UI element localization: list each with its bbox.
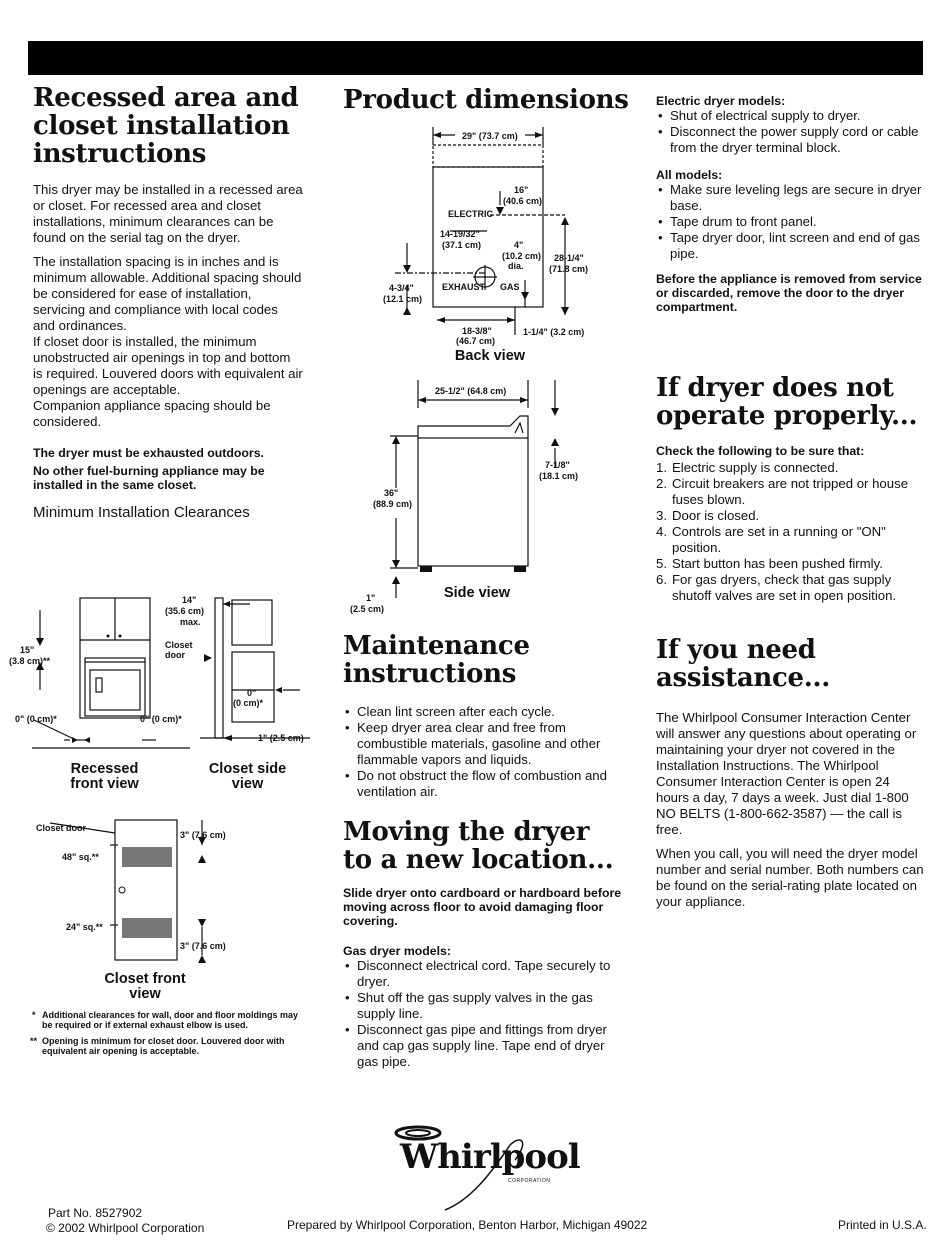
label: dia. bbox=[508, 261, 524, 271]
list-item: 1. Electric supply is connected. bbox=[656, 460, 839, 476]
label: 1-1/4" (3.2 cm) bbox=[523, 327, 585, 337]
label: (46.7 cm) bbox=[456, 336, 496, 346]
back-view-caption: Back view bbox=[454, 348, 526, 364]
label: EXHAUST bbox=[442, 282, 486, 292]
maintenance-title: Maintenance instructions bbox=[343, 631, 530, 690]
paragraph: When you call, you will need the dryer model number and serial number. Both numbers can be found on the serial-rating plate located on your appliance. bbox=[656, 846, 924, 910]
label: ELECTRIC bbox=[448, 209, 493, 219]
paragraph: The installation spacing is in inches and is minimum allowable. Additional spacing should be considered for ease of installation, servicing and compliance with local codes and ordinances. bbox=[33, 254, 302, 334]
footnote: Additional clearances for wall, door and floor moldings may be required or if external exhaust elbow is used. bbox=[42, 1010, 299, 1030]
moving-warning: Slide dryer onto cardboard or hardboard before moving across floor to avoid damaging floor covering. bbox=[343, 886, 622, 929]
paragraph: This dryer may be installed in a recessed area or closet. For recessed area and closet installations, minimum clearances can be found on the serial tag on the dryer. bbox=[33, 182, 303, 246]
label: 0" (0 cm)* bbox=[140, 714, 182, 724]
recessed-caption: Recessed front view bbox=[70, 761, 139, 792]
list-item: • Clean lint screen after each cycle. bbox=[343, 704, 623, 720]
label: GAS bbox=[500, 282, 520, 292]
prepared-by: Prepared by Whirlpool Corporation, Benton Harbor, Michigan 49022 bbox=[287, 1218, 648, 1232]
column-dimensions bbox=[343, 85, 629, 115]
paragraph: If closet door is installed, the minimum unobstructed air openings in top and bottom is required. Louvered doors with equivalent air openings are acceptable. bbox=[33, 334, 303, 398]
paragraph: Companion appliance spacing should be considered. bbox=[33, 398, 271, 430]
copyright: © 2002 Whirlpool Corporation bbox=[46, 1221, 205, 1235]
side-view-caption: Side view bbox=[443, 585, 511, 601]
printed-in: Printed in U.S.A. bbox=[838, 1218, 927, 1232]
door-removal-warning: Before the appliance is removed from service or discarded, remove the door to the dryer compartment. bbox=[656, 272, 922, 314]
label: 0" (0 cm)* bbox=[15, 714, 57, 724]
label: 16" bbox=[514, 185, 529, 195]
label: 1" bbox=[366, 593, 376, 603]
label: 36" bbox=[384, 488, 399, 498]
list-item: • Do not obstruct the flow of combustion and ventilation air. bbox=[343, 768, 623, 800]
assistance-title: If you need assistance... bbox=[656, 635, 831, 694]
whirlpool-logo bbox=[390, 1115, 590, 1215]
list-item: 3. Door is closed. bbox=[656, 508, 760, 524]
label: (12.1 cm) bbox=[383, 294, 423, 304]
label: Closet door bbox=[165, 640, 193, 660]
label: 7-1/8" bbox=[545, 460, 570, 470]
product-dimensions-title: Product dimensions bbox=[343, 85, 629, 115]
label: (3.8 cm)** bbox=[9, 656, 51, 666]
label: 0" bbox=[247, 688, 257, 698]
moving-title: Moving the dryer to a new location... bbox=[343, 817, 614, 876]
list-item: • Tape dryer door, lint screen and end of gas pipe. bbox=[656, 230, 926, 262]
label: max. bbox=[180, 617, 201, 627]
list-item: • Shut of electrical supply to dryer. bbox=[656, 108, 926, 124]
all-models-heading: All models: bbox=[656, 168, 723, 182]
column-installation bbox=[33, 84, 303, 527]
operate-title: If dryer does not operate properly... bbox=[656, 373, 918, 432]
column-troubleshooting bbox=[656, 94, 926, 918]
label: 24" sq.** bbox=[66, 922, 103, 932]
label: 4" bbox=[514, 240, 524, 250]
label: 14" bbox=[182, 595, 197, 605]
all-models-list bbox=[656, 182, 926, 262]
list-item: • Disconnect the power supply cord or cable from the dryer terminal block. bbox=[656, 124, 926, 156]
label: 15" bbox=[20, 645, 35, 655]
check-list bbox=[656, 460, 926, 604]
back-view-diagram bbox=[375, 125, 605, 350]
exhaust-warning: The dryer must be exhausted outdoors. bbox=[33, 446, 264, 461]
label: 3" (7.6 cm) bbox=[180, 830, 226, 840]
label: 25-1/2" (64.8 cm) bbox=[435, 386, 507, 396]
list-item: • Keep dryer area clear and free from combustible materials, gasoline and other flammable vapors and liquids. bbox=[343, 720, 623, 768]
label: 29" (73.7 cm) bbox=[462, 131, 518, 141]
list-item: • Disconnect gas pipe and fittings from dryer and cap gas supply line. Tape end of dryer gas pipe. bbox=[343, 1022, 623, 1070]
closet-side-view-diagram bbox=[190, 590, 310, 750]
fuel-warning: No other fuel-burning appliance may be installed in the same closet. bbox=[33, 464, 265, 493]
recessed-installation-title: Recessed area and closet installation instructions bbox=[33, 83, 299, 170]
list-item: • Disconnect electrical cord. Tape securely to dryer. bbox=[343, 958, 623, 990]
list-item: 2. Circuit breakers are not tripped or house fuses blown. bbox=[656, 476, 909, 508]
gas-models-heading: Gas dryer models: bbox=[343, 944, 451, 959]
check-heading: Check the following to be sure that: bbox=[656, 444, 865, 459]
label: (88.9 cm) bbox=[373, 499, 413, 509]
logo-sub: CORPORATION bbox=[508, 1178, 551, 1184]
list-item: • Make sure leveling legs are secure in dryer base. bbox=[656, 182, 926, 214]
label: (2.5 cm) bbox=[350, 604, 385, 614]
logo-wordmark: Whirlpool bbox=[400, 1137, 580, 1177]
part-number: Part No. 8527902 bbox=[48, 1206, 143, 1220]
label: (37.1 cm) bbox=[442, 240, 482, 250]
list-item: • Shut off the gas supply valves in the gas supply line. bbox=[343, 990, 623, 1022]
list-item: • Tape drum to front panel. bbox=[656, 214, 926, 230]
footnote: Opening is minimum for closet door. Louvered door with equivalent air opening is acceptable. bbox=[42, 1036, 285, 1056]
maintenance-section bbox=[343, 632, 623, 1078]
label: (0 cm)* bbox=[233, 698, 264, 708]
label: 18-3/8" bbox=[462, 326, 492, 336]
maintenance-list bbox=[343, 704, 623, 800]
label: 1" (2.5 cm) bbox=[258, 733, 304, 743]
closet-side-caption: Closet side view bbox=[208, 761, 287, 792]
list-item: 5. Start button has been pushed firmly. bbox=[656, 556, 883, 572]
electric-models-heading: Electric dryer models: bbox=[656, 94, 786, 108]
clearances-heading: Minimum Installation Clearances bbox=[33, 504, 250, 522]
header-bar bbox=[28, 41, 923, 75]
list-item: 4. Controls are set in a running or "ON" position. bbox=[656, 524, 886, 556]
footnotes: * Additional clearances for wall, door and floor moldings may be required or if external exhaust elbow is used. ** Opening is minimum for closet door. Louvered door with equivalent air opening is acceptable. bbox=[30, 1010, 299, 1056]
label: 28-1/4" bbox=[554, 253, 584, 263]
list-item: 6. For gas dryers, check that gas supply shutoff valves are set in open position. bbox=[656, 572, 897, 604]
label: (71.8 cm) bbox=[549, 264, 589, 274]
closet-front-caption: Closet front view bbox=[104, 971, 186, 1002]
label: (35.6 cm) bbox=[165, 606, 205, 616]
label: 4-3/4" bbox=[389, 283, 414, 293]
gas-models-list bbox=[343, 958, 623, 1070]
electric-models-list bbox=[656, 108, 926, 156]
label: Closet door bbox=[36, 823, 87, 833]
label: (10.2 cm) bbox=[502, 251, 542, 261]
paragraph: The Whirlpool Consumer Interaction Center will answer any questions about operating or maintaining your dryer not covered in the Installation Instructions. The Whirlpool Consumer Interaction Center is open 24 hours a day, 7 days a week. Just dial 1-800 NO BELTS (1-800-662-3587) — the call is free. bbox=[656, 710, 917, 838]
label: 3" (7.6 cm) bbox=[180, 941, 226, 951]
label: (40.6 cm) bbox=[503, 196, 543, 206]
label: 14-19/32" bbox=[440, 229, 480, 239]
label: 48" sq.** bbox=[62, 852, 99, 862]
label: (18.1 cm) bbox=[539, 471, 579, 481]
